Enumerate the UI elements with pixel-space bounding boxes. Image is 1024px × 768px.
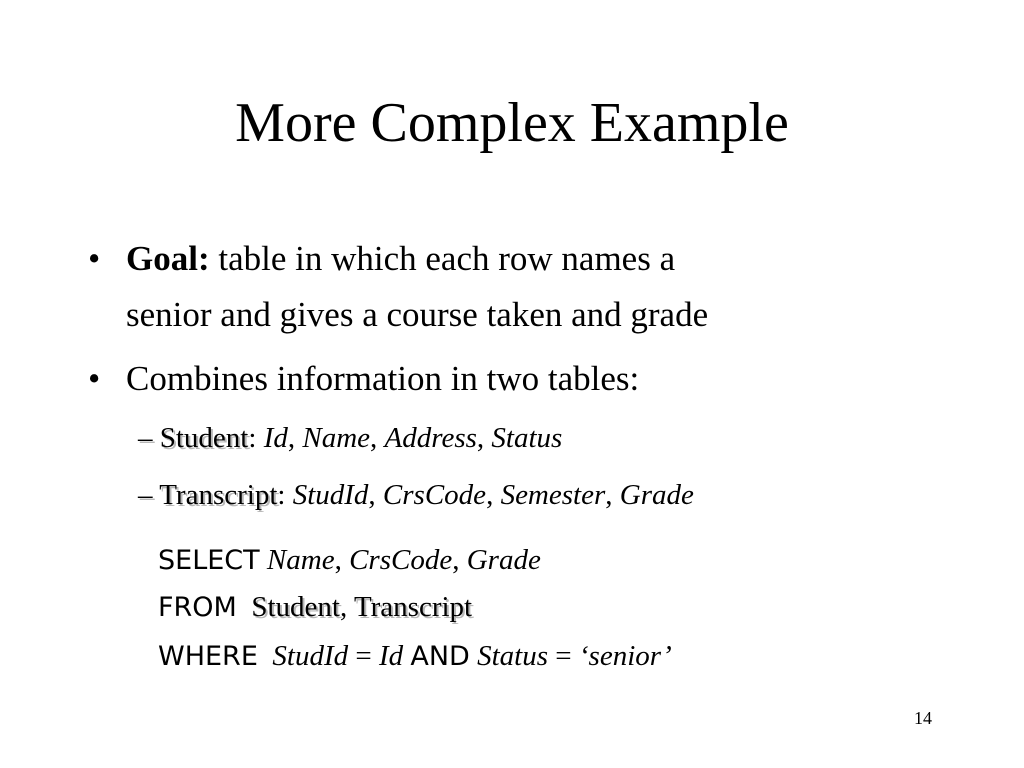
sub-bullet-student: – Student: Id, Name, Address, Status (138, 422, 563, 454)
student-table-name (138, 422, 248, 454)
colon: : (277, 479, 286, 511)
sql-keyword: WHERE (158, 641, 258, 672)
table-name: Transcript (159, 479, 278, 511)
field: CrsCode (382, 479, 487, 511)
transcript-table-name (138, 479, 277, 511)
sql-column: Grade (466, 544, 541, 576)
dash: – (138, 422, 153, 454)
sql-operand: Status (477, 640, 549, 672)
sql-where-line (158, 636, 672, 677)
bullet-marker: • (88, 239, 101, 278)
dash: – (138, 479, 153, 511)
sql-column: CrsCode (349, 544, 453, 576)
field: Status (491, 422, 563, 454)
slide-title: More Complex Example (235, 92, 789, 154)
sql-table: Student (251, 591, 340, 623)
sql-operand: StudId (272, 640, 349, 672)
sql-keyword: FROM (158, 592, 237, 623)
field: StudId (292, 479, 369, 511)
sub-bullet-transcript: – Transcript: StudId, CrsCode, Semester, Grade (138, 479, 694, 511)
field: Grade (619, 479, 694, 511)
sql-from-line: FROM Student, Transcript (158, 591, 473, 623)
goal-text-line2: senior and gives a course taken and grade (126, 295, 709, 334)
colon: : (248, 422, 257, 454)
page-number: 14 (914, 708, 932, 728)
field: Address (384, 422, 477, 454)
sql-table: Transcript (353, 591, 473, 623)
bullet-goal-line1 (126, 231, 675, 287)
sql-operator: = (555, 640, 572, 672)
sql-operand: Id (378, 640, 404, 672)
goal-text-line1: table in which each row names a (218, 239, 676, 278)
bullet-marker: • (88, 359, 101, 398)
sql-keyword: SELECT (158, 545, 260, 576)
sql-literal: ‘senior’ (578, 640, 672, 672)
goal-label: Goal: (126, 239, 210, 278)
sql-keyword: AND (410, 641, 470, 672)
bullet-combines-text: Combines information in two tables: (126, 359, 640, 398)
table-name: Student (159, 422, 249, 454)
sql-operator: = (355, 640, 372, 672)
field: Name (302, 422, 371, 454)
sql-select-line: SELECT Name, CrsCode, Grade (158, 544, 541, 576)
field: Semester (500, 479, 606, 511)
sql-column: Name (266, 544, 335, 576)
field: Id (263, 422, 288, 454)
